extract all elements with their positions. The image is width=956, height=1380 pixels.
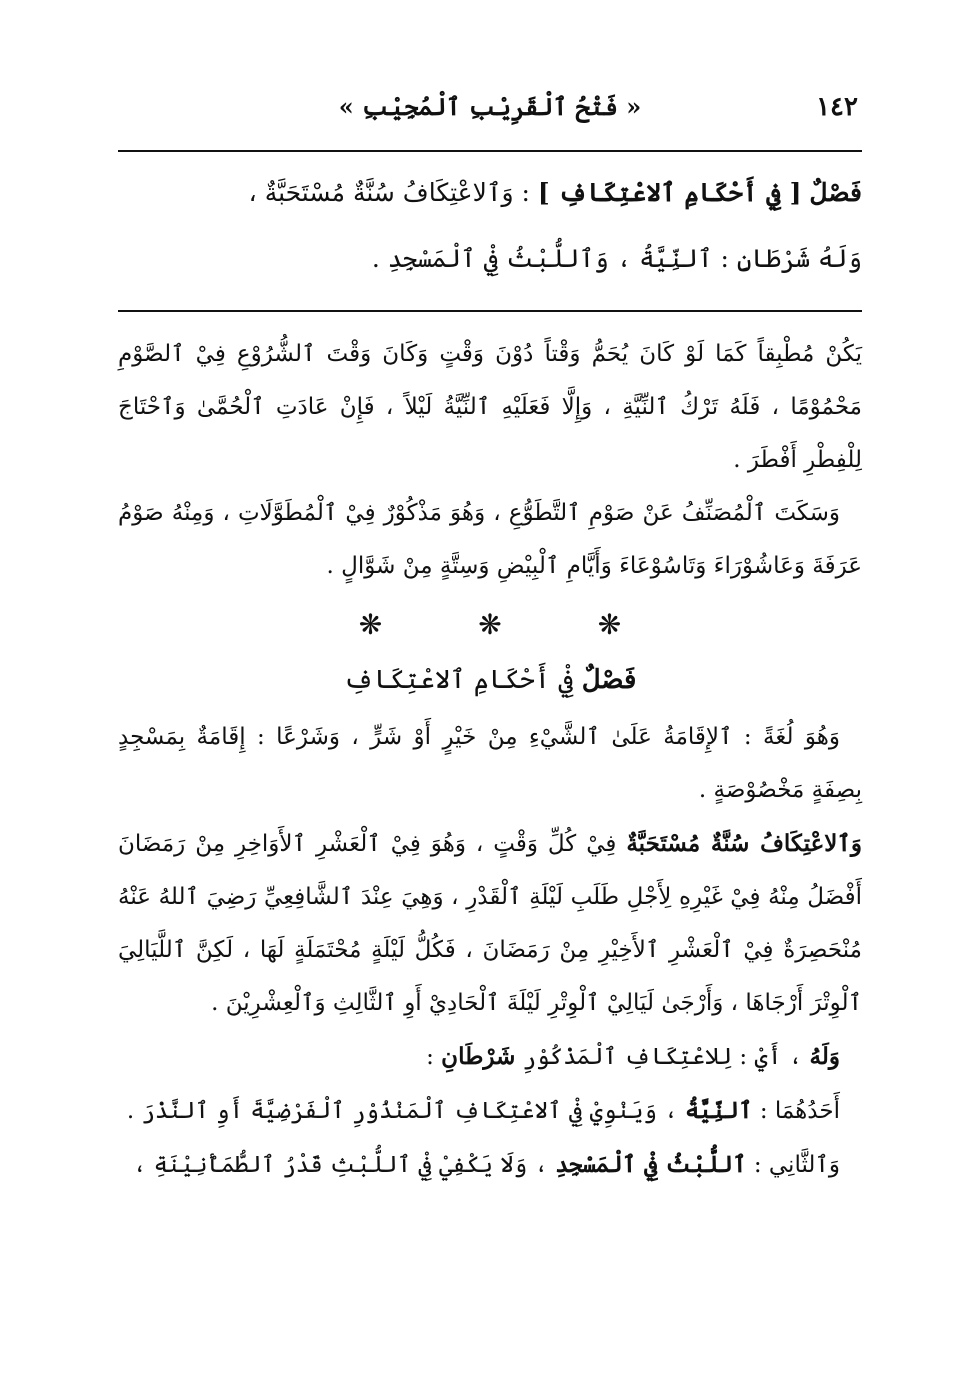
star-ornament: ❋ (478, 608, 502, 641)
paragraph-4-text: فِيْ كُلِّ وَقْتٍ ، وَهُوَ فِيْ ٱلْعَشْرِ ٱلأَوَاخِرِ مِنْ رَمَضَانَ أَفْضَلُ مِنْهُ فِيْ غَيْرِهِ لِأَجْلِ طَلَبِ لَيْلَةِ ٱلْقَدْرِ ، وَهِيَ عِنْدَ ٱلشَّافِعِيِّ رَضِيَ ٱللهُ عَنْهُ مُنْحَصِرَةٌ فِيْ ٱلْعَشْرِ ٱلأَخِيْرِ مِنْ رَمَضَانَ ، فَكُلُّ لَيْلَةٍ مُحْتَمَلَةٍ لَهَا ، لَكِنَّ ٱللَّيَالِيَ ٱلْوِتْرَ أَرْجَاهَا ، وَأَرْجَىٰ لَيَالِيْ ٱلْوِتْرِ لَيْلَةَ ٱلْحَادِيْ أَوِ ٱلثَّالِثِ وَٱلْعِشْرِيْنَ . (118, 831, 862, 1016)
page-header (118, 92, 862, 136)
star-ornament: ❋ (358, 608, 383, 641)
running-title: « فَتْحُ ٱلْقَرِيْبِ ٱلْمُجِيْبِ » (338, 92, 642, 121)
section-heading (118, 649, 862, 711)
matn-line1-rest: : وَٱلاعْتِكَافُ سُنَّةٌ مُسْتَحَبَّةٌ ، (248, 178, 530, 207)
matn-quote: ٱللُّبْثُ فِيْ ٱلْمَسْجِدِ (555, 1151, 747, 1178)
paragraph-4 (118, 817, 862, 1030)
paragraph-5-end: : (426, 1044, 434, 1070)
paragraph-6-text: ، وَيَنْوِيْ فِيْ ٱلاعْتِكَافِ ٱلْمَنْذُوْرِ ٱلْفَرْضِيَّةَ أَوِ ٱلنَّذْرَ . (126, 1098, 678, 1124)
paragraph-5 (118, 1030, 862, 1084)
matn-quote: شَرْطَانِ (441, 1043, 516, 1070)
paragraph-3: وَهُوَ لُغَةً : ٱلإِقَامَةُ عَلَىٰ ٱلشَّيْءِ مِنْ خَيْرٍ أَوْ شَرٍّ ، وَشَرْعًا : إِقَامَةٌ بِمَسْجِدٍ بِصِفَةٍ مَخْصُوْصَةٍ . (118, 724, 862, 803)
paragraph-5-text: ، أَيْ : لِلاعْتِكَافِ ٱلْمَذْكُوْرِ (522, 1044, 803, 1070)
header-rule (118, 150, 862, 152)
commentary-text (118, 328, 862, 1192)
matn-quote: ٱلنِّيَّةُ (685, 1097, 753, 1124)
matn-line2: وَلَهُ شَرْطَانِ : ٱلنِّيَّةُ ، وَٱللُّبْثُ فِيْ ٱلْمَسْجِدِ . (371, 244, 862, 273)
section-heading-lead: فَصْلٌ (581, 665, 637, 695)
matn-quote: وَلَهُ (809, 1043, 840, 1070)
paragraph-1: يَكُنْ مُطْبِقاً كَمَا لَوْ كَانَ يُحَمُّ وَقْتاً دُوْنَ وَقْتٍ وَكَانَ وَقْتَ ٱلشُّرُوْعِ فِيْ ٱلصَّوْمِ مَحْمُوْمًا ، فَلَهُ تَرْكُ ٱلنِّيَّةِ ، وَإِلَّا فَعَلَيْهِ ٱلنِّيَّةُ لَيْلاً ، فَإِنْ عَادَتِ ٱلْحُمَّىٰ وَٱحْتَاجَ لِلْفِطْرِ أَفْطَرَ . (118, 341, 862, 473)
matn-separator-rule (118, 310, 862, 312)
matn-bracket-title: [ فِي أَحْكَامِ ٱلاعْتِكَافِ ] (537, 178, 802, 207)
star-ornament: ❋ (597, 608, 622, 641)
paragraph-7-lead: وَٱلثَّانِي : (753, 1152, 840, 1178)
paragraph-6 (118, 1084, 862, 1138)
section-divider (118, 593, 862, 649)
paragraph-7-text: ، وَلَا يَكْفِيْ فِيْ ٱللُّبْثِ قَدْرُ ٱلطُّمَأْنِيْنَةِ ، (132, 1152, 548, 1178)
matn-fasl-word: فَصْلٌ (809, 178, 862, 207)
matn-quote: وَٱلاعْتِكَافُ سُنَّةٌ مُسْتَحَبَّةٌ (626, 830, 862, 857)
paragraph-2: وَسَكَتَ ٱلْمُصَنِّفُ عَنْ صَوْمِ ٱلتَّطَوُّعِ ، وَهُوَ مَذْكُوْرٌ فِيْ ٱلْمُطَوَّلَاتِ ، وَمِنْهُ صَوْمُ عَرَفَةَ وَعَاشُوْرَاءَ وَتَاسُوْعَاءَ وَأَيَّامِ ٱلْبِيْضِ وَسِتَّةٍ مِنْ شَوَّالٍ . (118, 500, 862, 579)
section-heading-rest: فِيْ أَحْكَامِ ٱلاعْتِكَافِ (343, 665, 574, 695)
paragraph-7 (118, 1138, 862, 1192)
matn-text (118, 160, 862, 292)
paragraph-6-lead: أَحَدُهُمَا : (759, 1098, 840, 1124)
page-number: ١٤٢ (816, 92, 858, 122)
